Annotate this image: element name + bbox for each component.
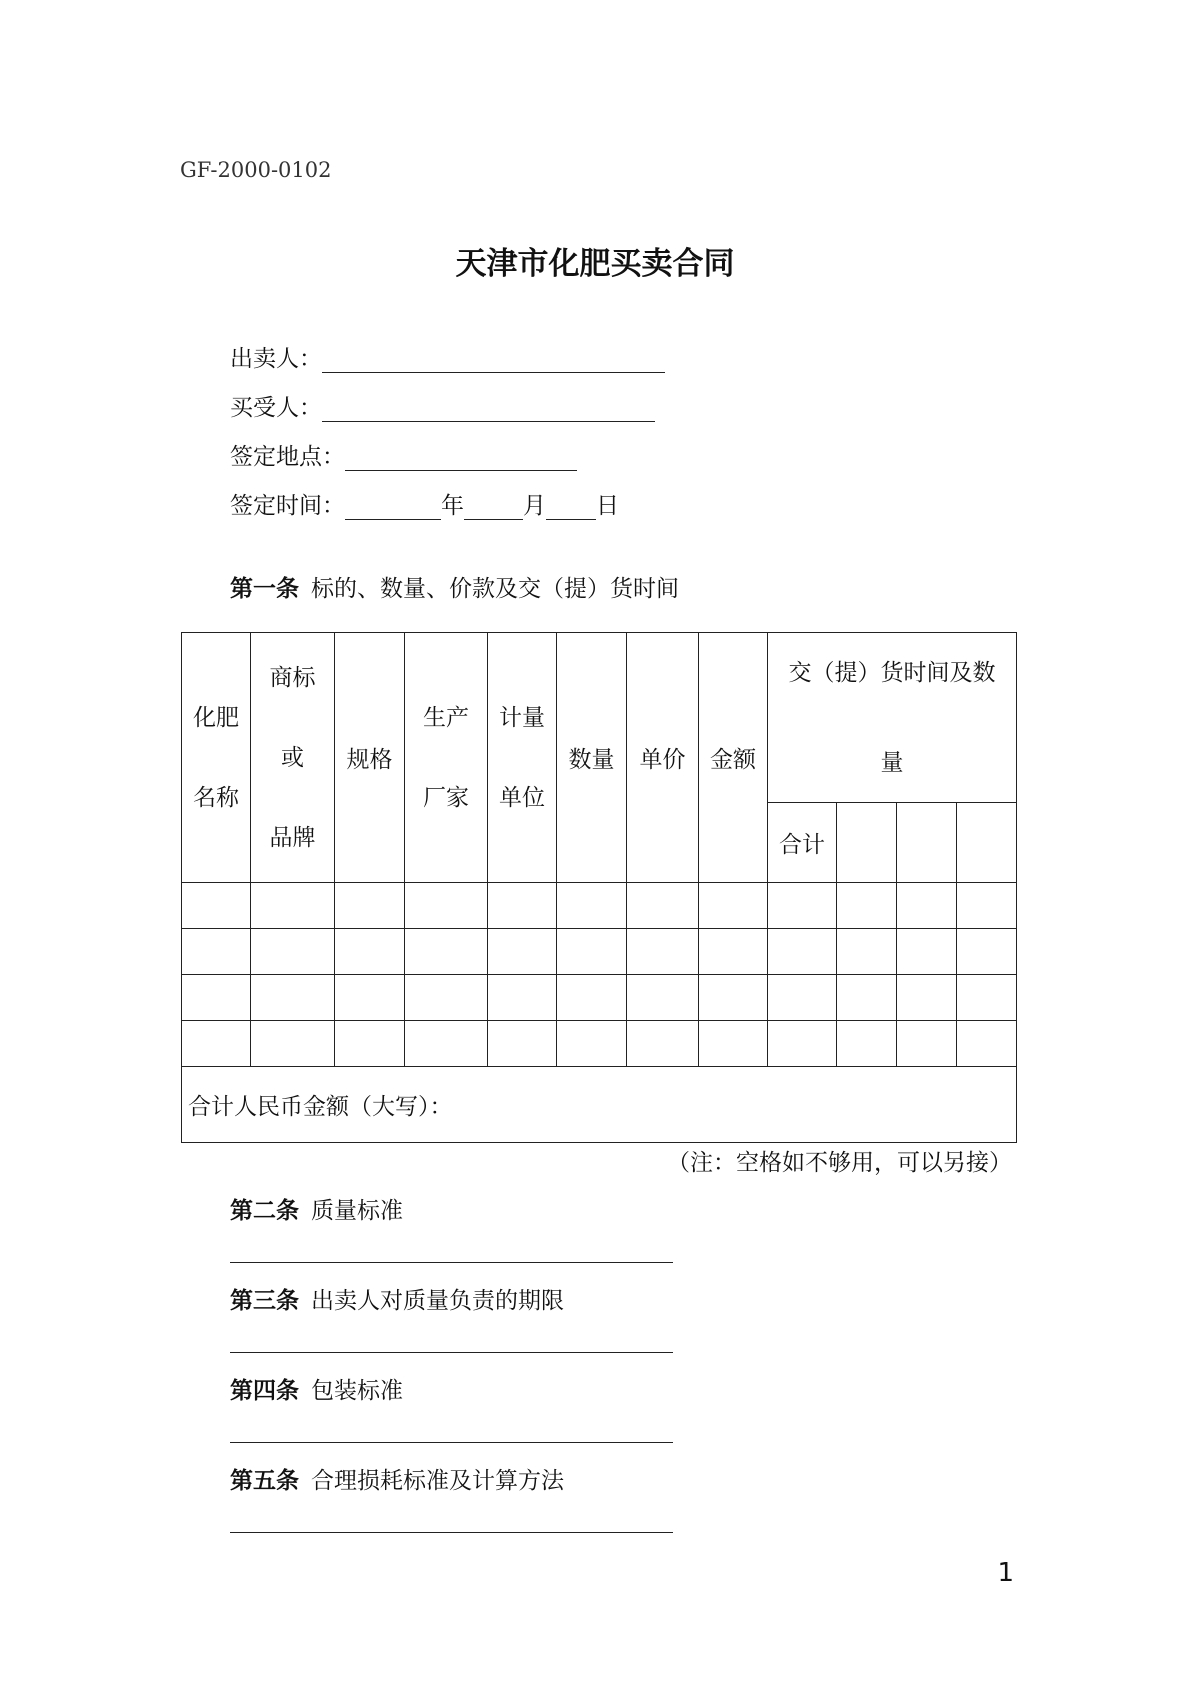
header-brand: 商标 或 品牌 xyxy=(251,633,335,883)
table-cell[interactable] xyxy=(837,883,897,929)
table-cell[interactable] xyxy=(405,975,488,1021)
total-amount-row xyxy=(182,1067,1017,1143)
table-cell[interactable] xyxy=(837,1021,897,1067)
day-label: 日 xyxy=(596,493,619,519)
day-input-line[interactable] xyxy=(546,495,596,520)
document-code: GF-2000-0102 xyxy=(180,158,332,182)
table-cell[interactable] xyxy=(557,883,627,929)
table-cell[interactable] xyxy=(897,883,957,929)
table-row xyxy=(182,929,1017,975)
month-label: 月 xyxy=(523,493,546,519)
place-field xyxy=(230,438,577,471)
article-4 xyxy=(230,1372,403,1405)
header-unit: 计量 单位 xyxy=(488,633,557,883)
place-label: 签定地点： xyxy=(230,444,345,470)
header-quantity: 数量 xyxy=(557,633,627,883)
table-cell[interactable] xyxy=(627,975,699,1021)
table-cell[interactable] xyxy=(897,1021,957,1067)
header-delivery-col xyxy=(837,803,897,883)
page-number: 1 xyxy=(997,1558,1014,1588)
table-cell[interactable] xyxy=(957,929,1017,975)
buyer-label: 买受人： xyxy=(230,395,322,421)
article-3-number: 第三条 xyxy=(230,1288,299,1314)
header-unit-price: 单价 xyxy=(627,633,699,883)
table-cell[interactable] xyxy=(488,975,557,1021)
article-2-number: 第二条 xyxy=(230,1198,299,1224)
table-cell[interactable] xyxy=(335,883,405,929)
table-cell[interactable] xyxy=(768,1021,837,1067)
table-cell[interactable] xyxy=(335,1021,405,1067)
table-cell[interactable] xyxy=(627,929,699,975)
table-cell[interactable] xyxy=(837,929,897,975)
table-cell[interactable] xyxy=(405,1021,488,1067)
table-cell[interactable] xyxy=(837,975,897,1021)
place-input-line[interactable] xyxy=(345,446,577,471)
header-fertilizer-name: 化肥 名称 xyxy=(182,633,251,883)
table-cell[interactable] xyxy=(251,975,335,1021)
table-cell[interactable] xyxy=(335,929,405,975)
table-cell[interactable] xyxy=(335,975,405,1021)
table-cell[interactable] xyxy=(699,1021,768,1067)
table-cell[interactable] xyxy=(768,883,837,929)
table-cell[interactable] xyxy=(182,883,251,929)
table-cell[interactable] xyxy=(488,1021,557,1067)
time-field xyxy=(230,487,619,520)
table-cell[interactable] xyxy=(699,975,768,1021)
article-2-blank-line[interactable] xyxy=(230,1262,673,1263)
table-cell[interactable] xyxy=(488,929,557,975)
buyer-input-line[interactable] xyxy=(322,397,655,422)
table-cell[interactable] xyxy=(182,1021,251,1067)
article-5 xyxy=(230,1462,564,1495)
article-5-blank-line[interactable] xyxy=(230,1532,673,1533)
table-row xyxy=(182,975,1017,1021)
table-cell[interactable] xyxy=(557,929,627,975)
table-cell[interactable] xyxy=(182,975,251,1021)
table-cell[interactable] xyxy=(488,883,557,929)
article-4-blank-line[interactable] xyxy=(230,1442,673,1443)
header-spec: 规格 xyxy=(335,633,405,883)
table-cell[interactable] xyxy=(251,1021,335,1067)
month-input-line[interactable] xyxy=(464,495,523,520)
article-1-number: 第一条 xyxy=(230,576,299,602)
table-cell[interactable] xyxy=(957,1021,1017,1067)
seller-input-line[interactable] xyxy=(322,348,665,373)
article-4-number: 第四条 xyxy=(230,1378,299,1404)
table-cell[interactable] xyxy=(405,883,488,929)
contract-title: 天津市化肥买卖合同 xyxy=(455,246,735,282)
article-5-number: 第五条 xyxy=(230,1468,299,1494)
total-amount-label[interactable]: 合计人民币金额（大写）： xyxy=(182,1067,1017,1143)
table-cell[interactable] xyxy=(768,975,837,1021)
seller-label: 出卖人： xyxy=(230,346,322,372)
goods-table xyxy=(181,632,1017,1143)
article-3 xyxy=(230,1282,564,1315)
table-cell[interactable] xyxy=(251,883,335,929)
table-cell[interactable] xyxy=(699,883,768,929)
article-3-blank-line[interactable] xyxy=(230,1352,673,1353)
table-row xyxy=(182,1021,1017,1067)
seller-field xyxy=(230,340,665,373)
article-2-text: 质量标准 xyxy=(311,1198,403,1224)
table-cell[interactable] xyxy=(957,883,1017,929)
table-cell[interactable] xyxy=(557,975,627,1021)
time-label: 签定时间： xyxy=(230,493,345,519)
table-cell[interactable] xyxy=(957,975,1017,1021)
table-note: （注：空格如不够用，可以另接） xyxy=(667,1150,1012,1176)
table-cell[interactable] xyxy=(699,929,768,975)
header-delivery-total: 合计 xyxy=(768,803,837,883)
table-cell[interactable] xyxy=(897,929,957,975)
buyer-field xyxy=(230,389,655,422)
table-cell[interactable] xyxy=(627,883,699,929)
header-amount: 金额 xyxy=(699,633,768,883)
year-label: 年 xyxy=(441,493,464,519)
article-2 xyxy=(230,1192,403,1225)
article-1-text: 标的、数量、价款及交（提）货时间 xyxy=(311,576,679,602)
header-delivery-col xyxy=(957,803,1017,883)
table-cell[interactable] xyxy=(405,929,488,975)
table-row xyxy=(182,883,1017,929)
article-1 xyxy=(230,570,679,603)
article-3-text: 出卖人对质量负责的期限 xyxy=(311,1288,564,1314)
table-cell[interactable] xyxy=(182,929,251,975)
table-cell[interactable] xyxy=(768,929,837,975)
article-5-text: 合理损耗标准及计算方法 xyxy=(311,1468,564,1494)
table-cell[interactable] xyxy=(251,929,335,975)
year-input-line[interactable] xyxy=(345,495,441,520)
header-delivery-time-qty: 交（提）货时间及数 量 xyxy=(768,633,1017,803)
table-cell[interactable] xyxy=(897,975,957,1021)
table-cell[interactable] xyxy=(627,1021,699,1067)
table-cell[interactable] xyxy=(557,1021,627,1067)
article-4-text: 包装标准 xyxy=(311,1378,403,1404)
header-manufacturer: 生产 厂家 xyxy=(405,633,488,883)
header-delivery-col xyxy=(897,803,957,883)
